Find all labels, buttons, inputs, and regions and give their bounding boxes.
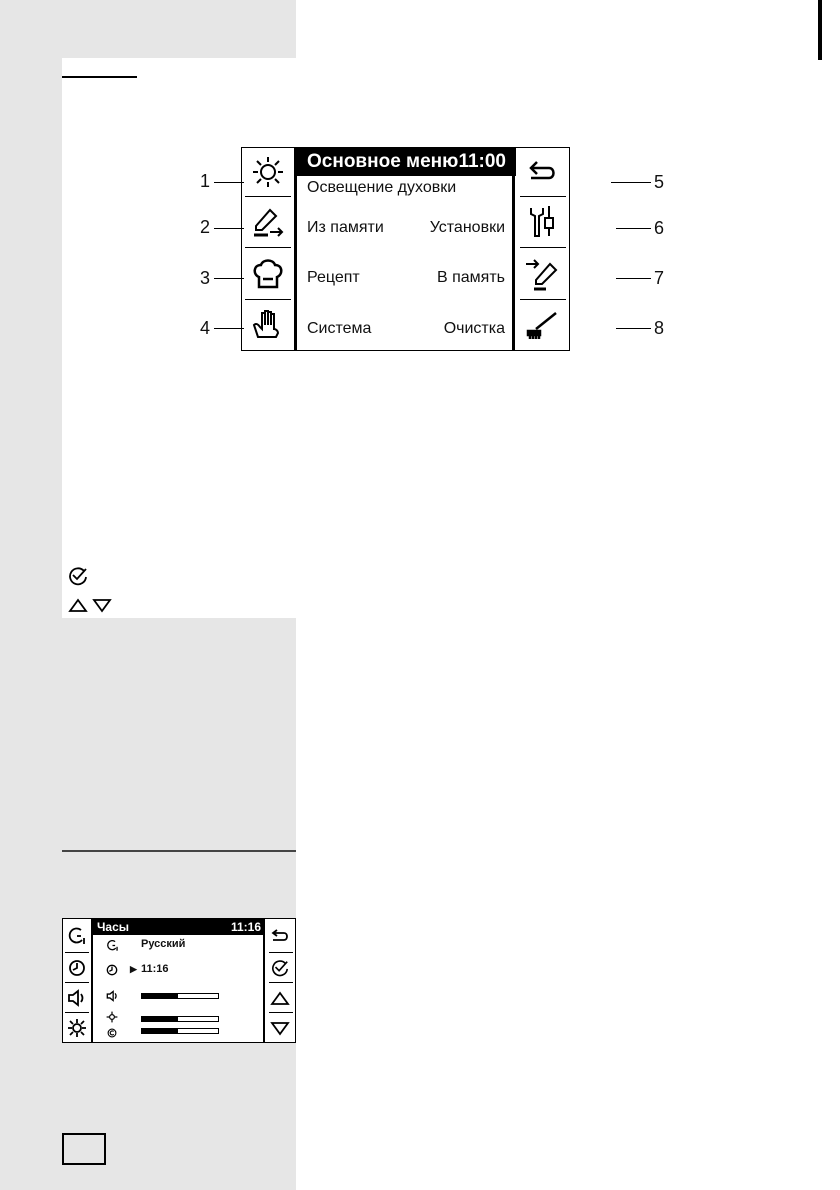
left-margin-band [0, 0, 62, 1190]
callout-line [616, 328, 651, 329]
eco-brightness-level-bar[interactable] [141, 1028, 219, 1034]
up-triangle-icon[interactable] [265, 983, 295, 1012]
clock-display [62, 918, 296, 1043]
page-number-box [62, 1133, 106, 1165]
clock-display-header [93, 919, 265, 935]
up-triangle-icon [68, 597, 88, 618]
display-title: Основное меню [307, 151, 459, 172]
save-to-memory-icon[interactable] [515, 248, 569, 299]
callout-line [214, 228, 244, 229]
callout-4: 4 [200, 318, 211, 338]
language-value[interactable]: Русский [141, 938, 186, 950]
volume-level-bar[interactable] [141, 993, 219, 999]
menu-item-oven-light[interactable]: Освещение духовки [307, 179, 457, 196]
callout-1: 1 [200, 171, 211, 191]
callout-2: 2 [200, 217, 211, 237]
callout-line [616, 228, 651, 229]
volume-level-fill [142, 994, 178, 998]
oven-light-icon[interactable] [242, 148, 294, 196]
clock-display-time: 11:16 [230, 920, 261, 934]
brightness-icon[interactable] [63, 1013, 91, 1042]
callout-7: 7 [654, 268, 665, 288]
callout-3: 3 [200, 268, 211, 288]
confirm-check-icon[interactable] [265, 953, 295, 982]
hand-icon[interactable] [242, 300, 294, 350]
eco-brightness-row-icon [105, 1026, 119, 1040]
brightness-level-bar[interactable] [141, 1016, 219, 1022]
display-header [297, 148, 516, 176]
clock-row-icon [105, 963, 119, 977]
volume-row-icon [105, 989, 119, 1003]
brightness-level-fill [142, 1017, 178, 1021]
callout-line [214, 328, 244, 329]
brightness-row-icon [105, 1010, 119, 1024]
down-triangle-icon [92, 597, 112, 618]
callout-5: 5 [654, 172, 665, 192]
callout-line [611, 182, 651, 183]
language-row-icon [105, 938, 119, 952]
menu-item-save-memory[interactable]: В память [436, 269, 505, 286]
volume-icon[interactable] [63, 983, 91, 1012]
back-arrow-icon[interactable] [265, 919, 295, 952]
eco-brightness-level-fill [142, 1029, 178, 1033]
language-icon[interactable] [63, 919, 91, 952]
clock-icon[interactable] [63, 953, 91, 982]
confirm-check-icon [68, 566, 88, 591]
display-time: 11:00 [458, 151, 506, 172]
back-arrow-icon[interactable] [515, 148, 569, 196]
page-edge-bar [818, 0, 822, 60]
clock-value[interactable]: 11:16 [141, 963, 169, 975]
section-rule [62, 76, 137, 78]
callout-line [214, 278, 244, 279]
main-menu-display [241, 147, 570, 351]
load-from-memory-icon[interactable] [242, 197, 294, 247]
selection-pointer-icon: ▶ [130, 964, 137, 974]
cleaning-brush-icon[interactable] [515, 300, 569, 350]
section-rule-lower [62, 850, 296, 852]
menu-item-system[interactable]: Система [307, 320, 372, 337]
callout-line [214, 182, 244, 183]
callout-6: 6 [654, 218, 665, 238]
down-triangle-icon[interactable] [265, 1013, 295, 1042]
chef-hat-icon[interactable] [242, 248, 294, 299]
callout-8: 8 [654, 318, 665, 338]
menu-item-settings[interactable]: Установки [429, 219, 505, 236]
menu-item-recipe[interactable]: Рецепт [307, 269, 360, 286]
callout-line [616, 278, 651, 279]
menu-item-cleaning[interactable]: Очистка [443, 320, 505, 337]
menu-item-load-memory[interactable]: Из памяти [307, 219, 384, 236]
clock-display-title: Часы [97, 920, 130, 934]
settings-icon[interactable] [515, 197, 569, 247]
